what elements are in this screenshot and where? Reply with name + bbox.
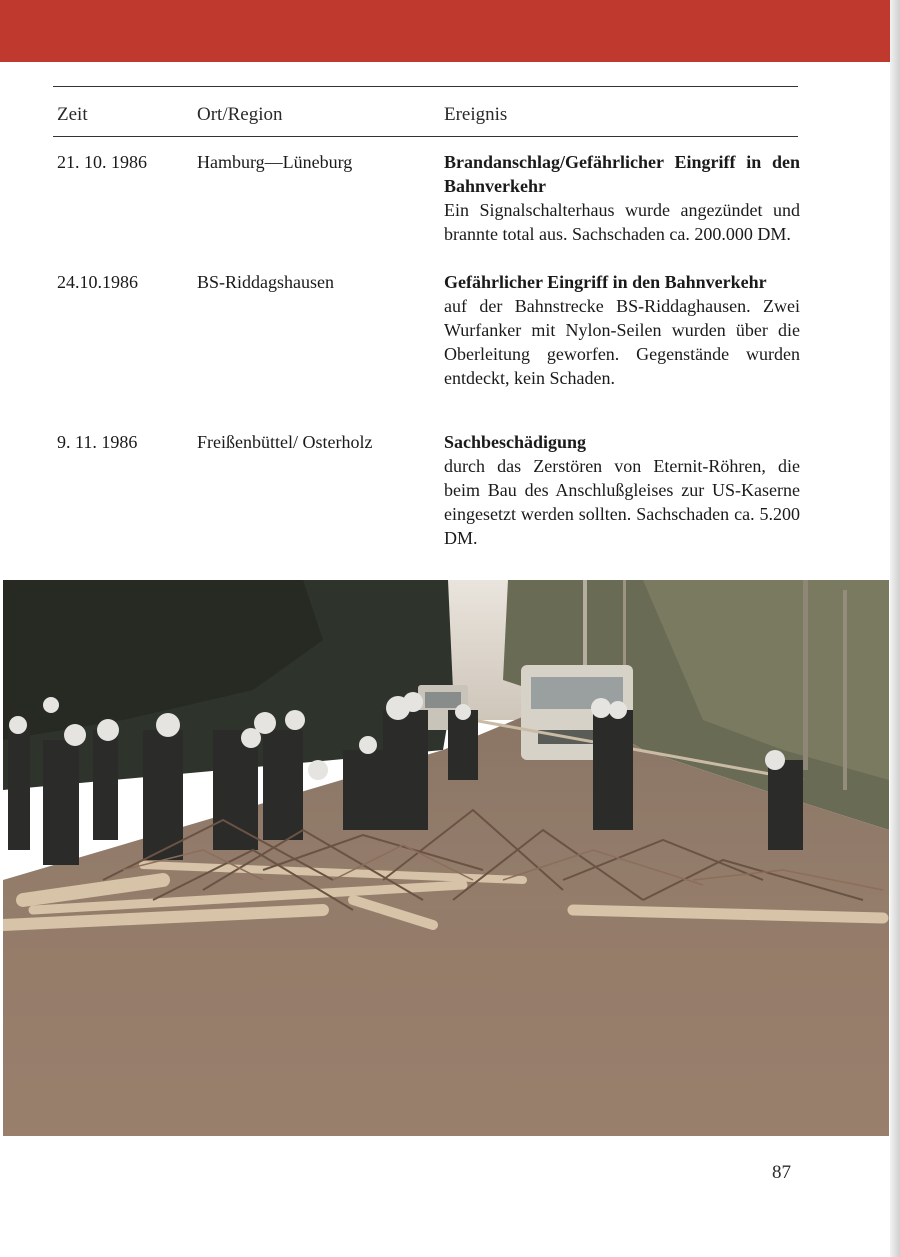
header-color-band	[0, 0, 893, 62]
event-description: durch das Zerstören von Eternit-Röhren, die beim Bau des Anschlußgleises zur US-Kaserne eingesetzt werden sollten. Sachschaden ca. 5.200 DM.	[444, 456, 800, 548]
row-event	[444, 270, 800, 390]
row-place: BS-Riddagshausen	[197, 272, 334, 292]
event-description: auf der Bahnstrecke BS-Riddaghausen. Zwei Wurfanker mit Nylon-Seilen wurden über die Oberleitung geworfen. Gegenstände wurden entdeckt, kein Schaden.	[444, 296, 800, 388]
row-date: 24.10.1986	[57, 272, 138, 292]
row-event	[444, 430, 800, 550]
page-number: 87	[772, 1162, 791, 1183]
row-place: Hamburg—Lüneburg	[197, 152, 353, 172]
event-title: Sachbeschädigung	[444, 432, 587, 452]
page-edge-shadow	[890, 0, 900, 1257]
event-title: Brandanschlag/Gefährlicher Eingriff in den Bahnverkehr	[444, 152, 800, 196]
column-header-place: Ort/Region	[197, 104, 283, 125]
column-header-time: Zeit	[57, 104, 88, 125]
event-description: Ein Signalschalterhaus wurde angezündet und brannte total aus. Sachschaden ca. 200.000 DM.	[444, 200, 800, 244]
table-header-rule	[53, 136, 798, 137]
row-date: 21. 10. 1986	[57, 152, 147, 172]
row-date: 9. 11. 1986	[57, 432, 138, 452]
barricade-photo	[3, 580, 889, 1136]
column-header-event: Ereignis	[444, 104, 508, 125]
event-title: Gefährlicher Eingriff in den Bahnverkehr	[444, 272, 767, 292]
table-top-rule	[53, 86, 798, 87]
row-place: Freißenbüttel/ Osterholz	[197, 432, 373, 452]
row-event	[444, 150, 800, 246]
